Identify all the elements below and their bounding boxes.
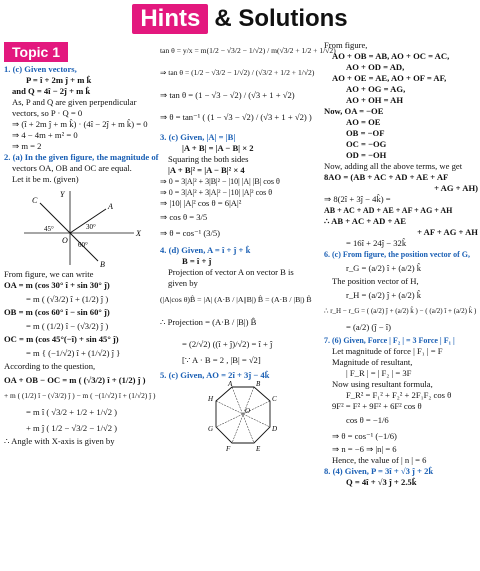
q5-line: + AF + AG + AH xyxy=(417,227,478,237)
q3-line: ⇒ θ = cos⁻¹ (3/5) xyxy=(160,228,221,238)
q5-line: From figure, xyxy=(324,40,368,50)
q5-heading: 5. (c) Given, AO = 2î + 3ĵ − 4k̂ xyxy=(160,370,270,380)
q6-line: r_G = (a/2) î + (a/2) k̂ xyxy=(346,263,422,273)
q5-line: OC = −OG xyxy=(346,139,387,149)
q2-heading: 2. (a) In the given figure, the magnitude of xyxy=(4,152,159,162)
x-axis-label: X xyxy=(136,229,141,238)
q5-line: AO + OB = AB, AO + OC = AC, xyxy=(332,51,450,61)
q2-line: OB = m (cos 60° î − sin 60° ĵ) xyxy=(4,307,110,317)
q3-heading: 3. (c) Given, |A| = |B| xyxy=(160,132,236,142)
q6-line: = (a/2) (ĵ − î) xyxy=(346,322,392,332)
q4-line: given by xyxy=(168,278,198,288)
q5-line: OD = −OH xyxy=(346,150,387,160)
vertex-d-label: D xyxy=(272,425,278,433)
q3-line: Squaring the both sides xyxy=(168,154,249,164)
q6-line: r_H = (a/2) ĵ + (a/2) k̂ xyxy=(346,290,422,300)
q3-line: ⇒ cos θ = 3/5 xyxy=(160,212,208,222)
center-o-label: O xyxy=(245,407,251,415)
vertex-a-label: A xyxy=(228,380,233,388)
q5-line: Now, OA = −OE xyxy=(324,106,384,116)
q1-line: and Q = 4î − 2ĵ + m k̂ xyxy=(12,86,91,96)
q4-line: [∵ A · B = 2 , |B| = √2] xyxy=(182,355,261,365)
vertex-e-label: E xyxy=(256,445,261,453)
q5-line: ∴ AB + AC + AD + AE xyxy=(324,216,407,226)
q2-line: + m ( (1/2) î − (√3/2) ĵ ) − m ( −(1/√2) î + (1/√2) ĵ ) xyxy=(4,391,156,400)
q5-line: AB + AC + AD + AE + AF + AG + AH xyxy=(324,206,453,215)
q1-line: ⇒ 4 − 4m + m² = 0 xyxy=(12,130,78,140)
q7-line: | F_R | = | F₂ | = 3F xyxy=(346,368,412,378)
q5-line: ⇒ 8(2î + 3ĵ − 4k̂) = xyxy=(324,194,391,204)
q6-line: The position vector of H, xyxy=(332,276,419,286)
origin-label: O xyxy=(62,236,68,245)
q5-line: AO + OH = AH xyxy=(346,95,404,105)
q2-line: From figure, we can write xyxy=(4,269,94,279)
q4-line: B = î + ĵ xyxy=(182,256,212,266)
q5-line: 8AO = (AB + AC + AD + AE + AF xyxy=(324,172,449,182)
q4-line: = (2/√2) ((î + ĵ)/√2) = î + ĵ xyxy=(182,339,273,349)
q2-line: OC = m (cos 45°(−î) + sin 45° ĵ) xyxy=(4,334,119,344)
q2-line: + m ĵ ( 1/2 − √3/2 − 1/√2 ) xyxy=(26,423,118,433)
vertex-b-label: B xyxy=(256,380,261,388)
y-axis-label: Y xyxy=(60,190,65,199)
topic-label: Topic 1 xyxy=(4,42,68,62)
q3-line: ⇒ 0 = 3|A|² + 3|A|² − |10| |A|² cos θ xyxy=(160,188,273,197)
q6-heading: 6. (c) From figure, the position vector of G, xyxy=(324,250,470,259)
q7-line: Hence, the value of | n | = 6 xyxy=(332,455,427,465)
point-c-label: C xyxy=(32,196,38,205)
q2-line: ⇒ tan θ = (1 − √3 − √2) / (√3 + 1 + √2) xyxy=(160,90,295,100)
q5-line: AO = OE xyxy=(346,117,381,127)
q7-heading: 7. (6) Given, Force | F₂ | = 3 Force | F₁ | xyxy=(324,336,455,345)
q1-line: ⇒ m = 2 xyxy=(12,141,42,151)
q3-line: |A + B| = |A − B| × 2 xyxy=(182,143,254,153)
q7-line: cos θ = −1/6 xyxy=(346,415,389,425)
q5-line: AO + OD = AD, xyxy=(346,62,405,72)
q7-line: F_R² = F₁² + F₂² + 2F₁F₂ cos θ xyxy=(346,390,452,400)
column-1 xyxy=(4,64,159,447)
angle-60-label: 60° xyxy=(78,241,88,249)
q6-line: ∴ r_H − r_G = ( (a/2) ĵ + (a/2) k̂ ) − ( (a/2) î + (a/2) k̂ ) xyxy=(324,307,477,315)
q5-line: + AG + AH) xyxy=(434,183,478,193)
column-3 xyxy=(324,40,478,488)
q2-line: vectors OA, OB and OC are equal. xyxy=(12,163,132,173)
q2-line: = m { (−1/√2) î + (1/√2) ĵ } xyxy=(26,348,121,358)
q2-vector-figure xyxy=(4,185,154,269)
q3-line: ⇒ |10| |A|² cos θ = 6|A|² xyxy=(160,198,242,208)
q1-heading: 1. (c) Given vectors, xyxy=(4,64,77,74)
q1-line: P = î + 2m ĵ + m k̂ xyxy=(26,75,92,85)
q7-line: Now using resultant formula, xyxy=(332,379,433,389)
q7-line: ⇒ n = −6 ⇒ |n| = 6 xyxy=(332,444,397,454)
q2-line: = m ( (√3/2) î + (1/2) ĵ ) xyxy=(26,294,109,304)
q7-line: Let magnitude of force | F₁ | = F xyxy=(332,346,443,356)
vertex-f-label: F xyxy=(226,445,231,453)
q1-line: vectors, so P · Q = 0 xyxy=(12,108,83,118)
q2-line: = m î ( √3/2 + 1/2 + 1/√2 ) xyxy=(26,407,118,417)
q5-octagon-figure xyxy=(160,381,318,453)
q2-line: OA = m (cos 30° î + sin 30° ĵ) xyxy=(4,280,110,290)
q2-line: ⇒ tan θ = (1/2 − √3/2 − 1/√2) / (√3/2 + 1/2 + 1/√2) xyxy=(160,68,315,77)
q2-line: tan θ = y/x = m(1/2 − √3/2 − 1/√2) / m(√3/2 + 1/2 + 1/√2) xyxy=(160,46,336,55)
q2-line: ⇒ θ = tan⁻¹ ( (1 − √3 − √2) / (√3 + 1 + √2) ) xyxy=(160,112,312,122)
q4-line: ∴ Projection = (A·B / |B|) B̂ xyxy=(160,317,257,327)
q7-line: 9F² = F² + 9F² + 6F² cos θ xyxy=(332,401,422,411)
q2-line: Let it be m. (given) xyxy=(12,174,79,184)
q1-line: ⇒ (î + 2m ĵ + m k̂) · (4î − 2ĵ + m k̂) = 0 xyxy=(12,119,148,129)
q4-line: (|A|cos θ)B̂ = |A| (A·B / |A||B|) B̂ = (A·B / |B|) B̂ xyxy=(160,295,312,304)
q5-line: OB = −OF xyxy=(346,128,385,138)
q2-line: OA + OB − OC = m ( (√3/2) î + (1/2) ĵ ) xyxy=(4,375,146,385)
q3-line: ⇒ 0 = 3|A|² + 3|B|² − |10| |A| |B| cos θ xyxy=(160,177,280,186)
solutions-label: & Solutions xyxy=(214,5,348,32)
q2-line: = m ( (1/2) î − (√3/2) ĵ ) xyxy=(26,321,109,331)
q7-line: Magnitude of resultant, xyxy=(332,357,413,367)
point-a-label: A xyxy=(108,202,113,211)
point-b-label: B xyxy=(100,260,105,269)
vertex-h-label: H xyxy=(208,395,214,403)
q8-heading: 8. (4) Given, P = 3î + √3 ĵ + 2k̂ xyxy=(324,466,434,476)
q8-line: Q = 4î + √3 ĵ + 2.5k̂ xyxy=(346,477,417,487)
angle-45-label: 45° xyxy=(44,225,54,233)
q2-line: ∴ Angle with X-axis is given by xyxy=(4,436,115,446)
vertex-g-label: G xyxy=(208,425,214,433)
vector-diagram xyxy=(4,185,154,269)
q5-line: Now, adding all the above terms, we get xyxy=(324,161,463,171)
q2-line: According to the question, xyxy=(4,361,96,371)
page-header xyxy=(0,4,480,38)
octagon-diagram xyxy=(160,381,318,453)
q5-line: AO + OG = AG, xyxy=(346,84,406,94)
q7-line: ⇒ θ = cos⁻¹ (−1/6) xyxy=(332,431,397,441)
q4-heading: 4. (d) Given, A = î + ĵ + k̂ xyxy=(160,245,251,255)
column-2 xyxy=(160,40,336,453)
hints-label: Hints xyxy=(132,4,208,34)
q5-line: AO + OE = AE, AO + OF = AF, xyxy=(332,73,447,83)
q1-line: As, P and Q are given perpendicular xyxy=(12,97,137,107)
vertex-c-label: C xyxy=(272,395,277,403)
q4-line: Projection of vector A on vector B is xyxy=(168,267,294,277)
q5-line: = 16î + 24ĵ − 32k̂ xyxy=(346,238,407,248)
q3-line: |A + B|² = |A − B|² × 4 xyxy=(168,165,245,175)
angle-30-label: 30° xyxy=(86,223,96,231)
